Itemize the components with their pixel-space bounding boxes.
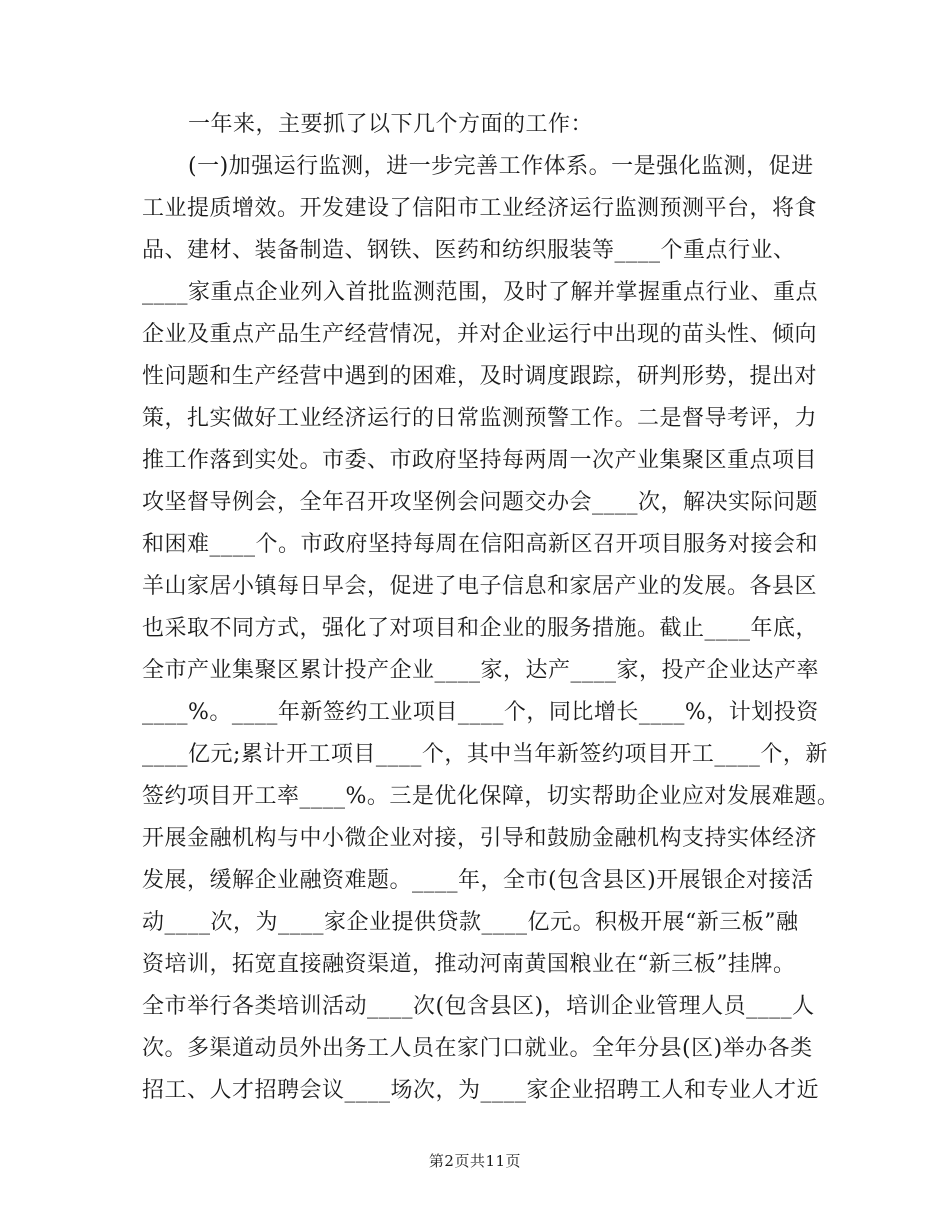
paragraph-line: 次。多渠道动员外出务工人员在家门口就业。全年分县(区)举办各类 [142,1036,813,1061]
paragraph-line: 策，扎实做好工业经济运行的日常监测预警工作。二是督导考评，力 [142,406,818,431]
paragraph-line: 签约项目开工率____%。三是优化保障，切实帮助企业应对发展难题。 [142,784,840,809]
paragraph-line: 工业提质增效。开发建设了信阳市工业经济运行监测预测平台，将食 [142,196,818,221]
paragraph-line: 开展金融机构与中小微企业对接，引导和鼓励金融机构支持实体经济 [142,826,818,851]
paragraph-line: 羊山家居小镇每日早会，促进了电子信息和家居产业的发展。各县区 [142,574,818,599]
paragraph-line: 一年来，主要抓了以下几个方面的工作： [188,112,594,137]
paragraph-line: 也采取不同方式，强化了对项目和企业的服务措施。截止____年底， [142,616,819,641]
paragraph-line: ____家重点企业列入首批监测范围，及时了解并掌握重点行业、重点 [142,280,819,305]
paragraph-line: 和困难____个。市政府坚持每周在信阳高新区召开项目服务对接会和 [142,532,819,557]
page-number-footer: 第2页共11页 [428,1152,522,1170]
paragraph-line: 招工、人才招聘会议____场次，为____家企业招聘工人和专业人才近 [142,1078,820,1103]
paragraph-line: ____亿元;累计开工项目____个，其中当年新签约项目开工____个，新 [142,742,828,767]
paragraph-line: 全市举行各类培训活动____次(包含县区)，培训企业管理人员____人 [142,994,815,1019]
paragraph-line: 发展，缓解企业融资难题。____年，全市(包含县区)开展银企对接活 [142,868,814,893]
paragraph-line: 动____次，为____家企业提供贷款____亿元。积极开展“新三板”融 [142,910,799,935]
paragraph-line: (一)加强运行监测，进一步完善工作体系。一是强化监测，促进 [188,154,814,179]
paragraph-line: 推工作落到实处。市委、市政府坚持每两周一次产业集聚区重点项目 [142,448,818,473]
paragraph-line: ____%。____年新签约工业项目____个，同比增长____%，计划投资 [142,700,819,725]
paragraph-line: 性问题和生产经营中遇到的困难，及时调度跟踪，研判形势，提出对 [142,364,818,389]
paragraph-line: 企业及重点产品生产经营情况，并对企业运行中出现的苗头性、倾向 [142,322,818,347]
paragraph-line: 全市产业集聚区累计投产企业____家，达产____家，投产企业达产率 [142,658,820,683]
paragraph-line: 攻坚督导例会，全年召开攻坚例会问题交办会____次，解决实际问题 [142,490,819,515]
paragraph-line: 品、建材、装备制造、钢铁、医药和纺织服装等____个重点行业、 [142,238,796,263]
paragraph-line: 资培训，拓宽直接融资渠道，推动河南黄国粮业在“新三板”挂牌。 [142,952,796,977]
